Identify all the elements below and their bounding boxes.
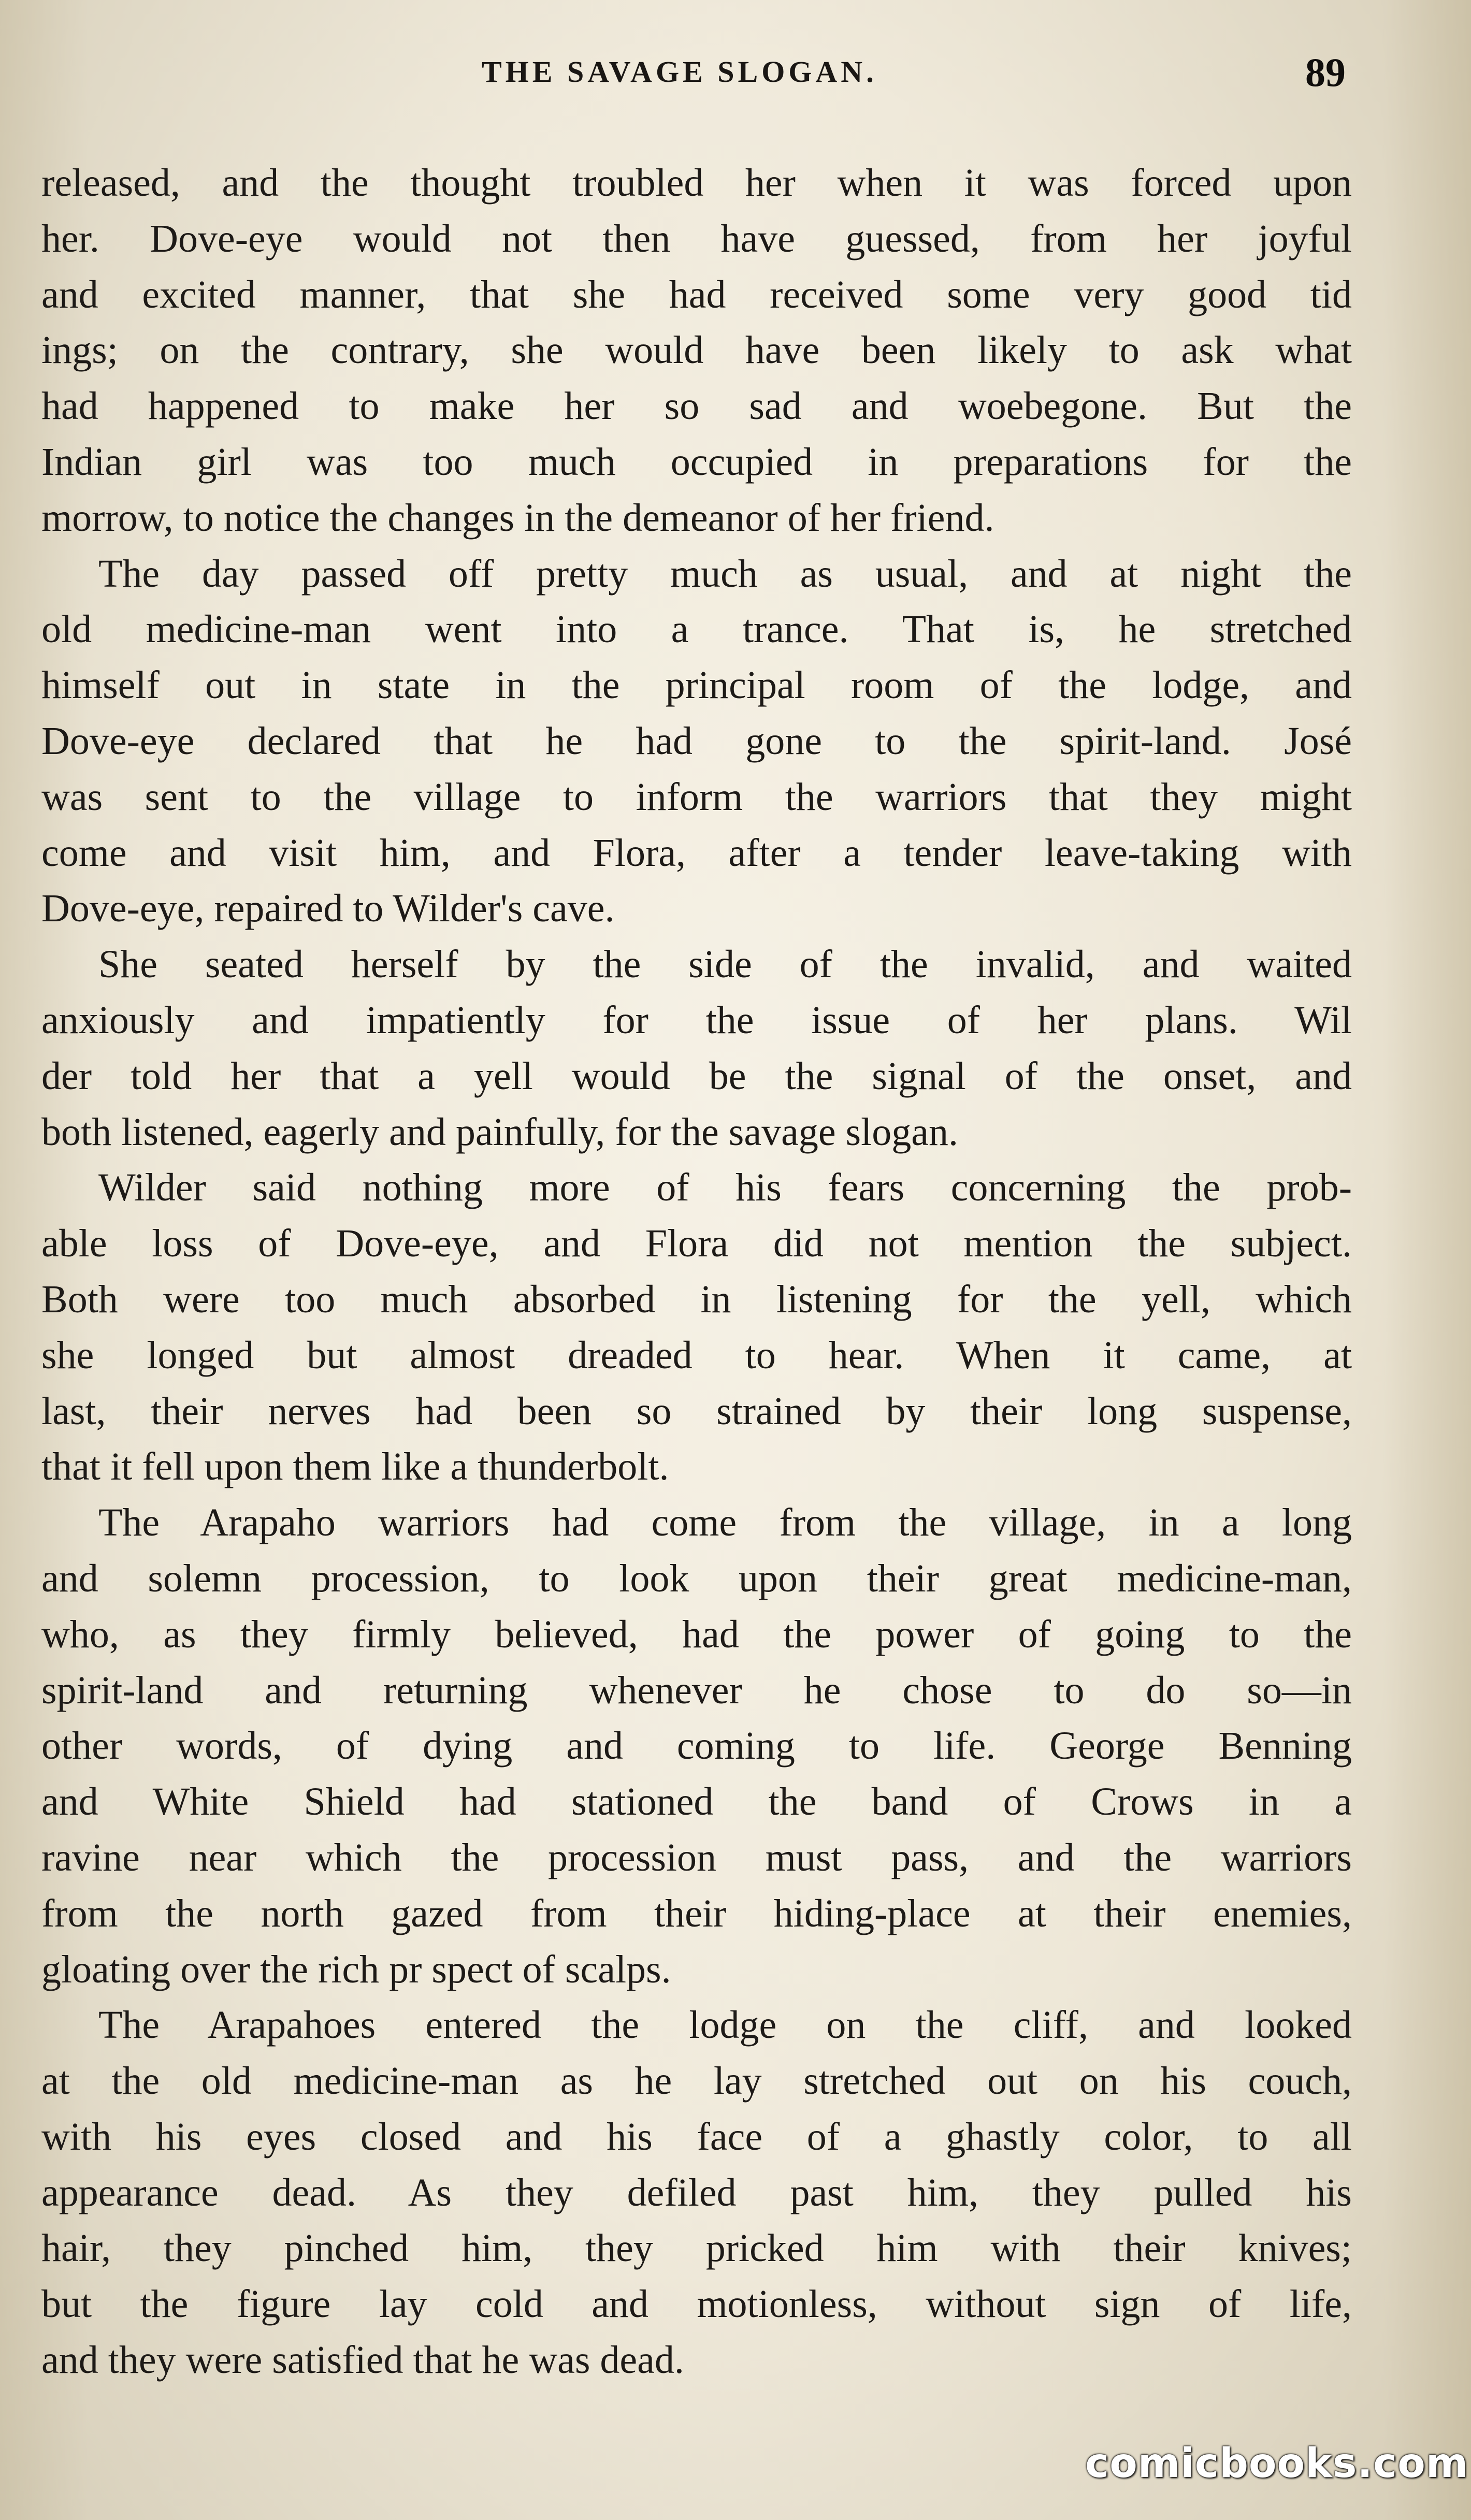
text-line: The Arapaho warriors had come from the village, in a long [98, 1501, 1352, 1545]
running-title: THE SAVAGE SLOGAN. [482, 55, 877, 89]
text-line: himself out in state in the principal room of the lodge, and [41, 663, 1352, 707]
text-line: last, their nerves had been so strained by their long suspense, [41, 1389, 1352, 1433]
text-line: der told her that a yell would be the signal of the onset, and [41, 1054, 1352, 1098]
text-line: ravine near which the procession must pass, and the warriors [41, 1835, 1352, 1879]
text-line: who, as they firmly believed, had the power of going to the [41, 1612, 1352, 1656]
text-line: Dove-eye declared that he had gone to the spirit-land. José [41, 719, 1352, 763]
text-line: both listened, eagerly and painfully, for the savage slogan. [41, 1110, 958, 1154]
text-line: Both were too much absorbed in listening for the yell, which [41, 1277, 1352, 1321]
text-line: she longed but almost dreaded to hear. When it came, at [41, 1333, 1352, 1377]
page-header [0, 49, 1471, 111]
text-line: from the north gazed from their hiding-place at their enemies, [41, 1891, 1352, 1935]
text-line: with his eyes closed and his face of a ghastly color, to all [41, 2115, 1352, 2159]
text-line: other words, of dying and coming to life. George Benning [41, 1724, 1352, 1768]
text-line: her. Dove-eye would not then have guessed, from her joyful [41, 216, 1352, 260]
text-line: able loss of Dove-eye, and Flora did not mention the subject. [41, 1222, 1352, 1266]
text-line: anxiously and impatiently for the issue of her plans. Wil [41, 998, 1352, 1042]
text-line: Wilder said nothing more of his fears concerning the prob- [98, 1166, 1352, 1210]
text-line: was sent to the village to inform the warriors that they might [41, 775, 1352, 819]
paragraph [41, 1160, 1352, 1495]
paragraph [41, 155, 1352, 546]
text-line: appearance dead. As they defiled past him, they pulled his [41, 2170, 1352, 2214]
text-line: gloating over the rich pr spect of scalps. [41, 1947, 671, 1991]
text-line: The Arapahoes entered the lodge on the cliff, and looked [98, 2003, 1352, 2047]
paragraph [41, 1495, 1352, 1997]
text-line: and excited manner, that she had received some very good tid [41, 272, 1352, 316]
text-line: She seated herself by the side of the invalid, and waited [98, 943, 1352, 987]
text-line: but the figure lay cold and motionless, without sign of life, [41, 2282, 1352, 2326]
paragraph [41, 546, 1352, 937]
text-line: at the old medicine-man as he lay stretched out on his couch, [41, 2059, 1352, 2103]
text-line: come and visit him, and Flora, after a tender leave-taking with [41, 831, 1352, 875]
text-line: old medicine-man went into a trance. That is, he stretched [41, 607, 1352, 651]
text-line: and solemn procession, to look upon their great medicine-man, [41, 1556, 1352, 1600]
text-line: and they were satisfied that he was dead. [41, 2338, 684, 2382]
text-line: that it fell upon them like a thunderbolt. [41, 1445, 669, 1489]
text-line: spirit-land and returning whenever he chose to do so—in [41, 1668, 1352, 1712]
body-text [41, 155, 1352, 2388]
text-line: ings; on the contrary, she would have been likely to ask what [41, 328, 1352, 372]
text-line: and White Shield had stationed the band of Crows in a [41, 1780, 1352, 1824]
text-line: morrow, to notice the changes in the demeanor of her friend. [41, 496, 994, 540]
text-line: Indian girl was too much occupied in preparations for the [41, 440, 1352, 484]
text-line: The day passed off pretty much as usual, and at night the [98, 552, 1352, 596]
paragraph [41, 937, 1352, 1160]
text-line: released, and the thought troubled her when it was forced upon [41, 161, 1352, 205]
text-line: Dove-eye, repaired to Wilder's cave. [41, 887, 615, 931]
watermark: comicbooks.com [1085, 2440, 1469, 2487]
text-line: had happened to make her so sad and woebegone. But the [41, 384, 1352, 428]
page-number: 89 [1305, 50, 1346, 95]
paragraph [41, 1997, 1352, 2388]
text-line: hair, they pinched him, they pricked him with their knives; [41, 2226, 1352, 2270]
